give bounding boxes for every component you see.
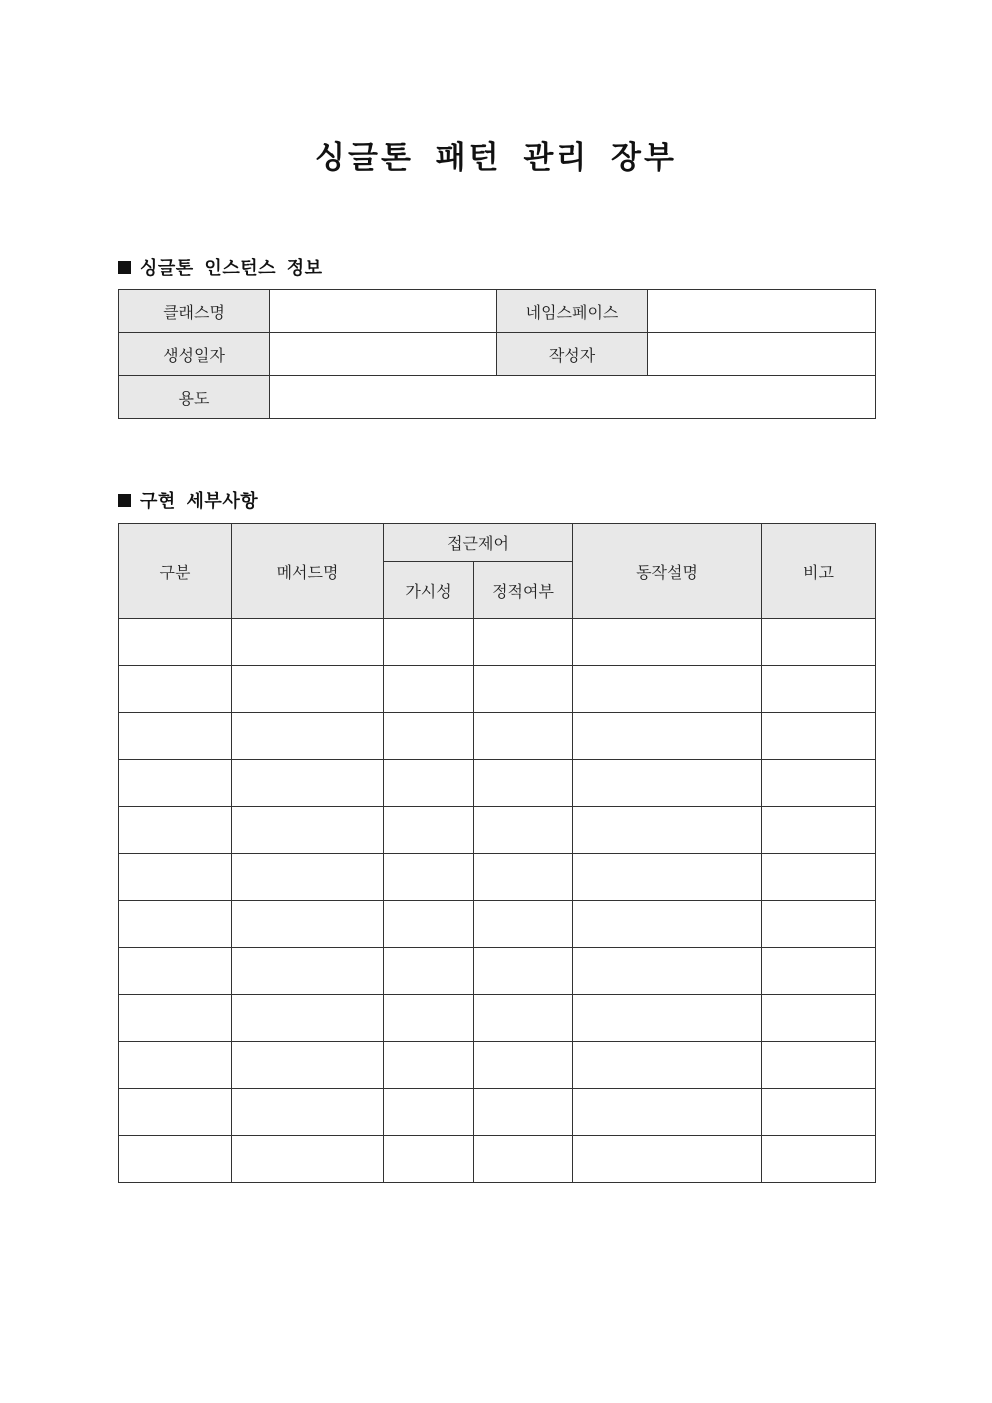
description-cell[interactable] [573, 1089, 762, 1136]
square-bullet-icon [118, 494, 131, 507]
info-section-heading [118, 254, 323, 280]
description-cell[interactable] [573, 854, 762, 901]
category-cell[interactable] [119, 995, 232, 1042]
square-bullet-icon [118, 261, 131, 274]
table-row [119, 619, 876, 666]
description-cell[interactable] [573, 995, 762, 1042]
method-name-cell[interactable] [232, 948, 384, 995]
category-cell[interactable] [119, 1136, 232, 1183]
table-row [119, 854, 876, 901]
visibility-cell[interactable] [384, 807, 474, 854]
class-name-field[interactable] [270, 290, 497, 333]
category-cell[interactable] [119, 807, 232, 854]
static-cell[interactable] [474, 1089, 573, 1136]
static-cell[interactable] [474, 1136, 573, 1183]
author-field[interactable] [648, 333, 876, 376]
table-row [119, 948, 876, 995]
description-cell[interactable] [573, 807, 762, 854]
visibility-cell[interactable] [384, 1042, 474, 1089]
remarks-cell[interactable] [762, 713, 876, 760]
description-cell[interactable] [573, 713, 762, 760]
created-date-field[interactable] [270, 333, 497, 376]
table-row [119, 760, 876, 807]
description-cell[interactable] [573, 666, 762, 713]
description-cell[interactable] [573, 948, 762, 995]
static-cell[interactable] [474, 854, 573, 901]
table-row [119, 901, 876, 948]
table-row [119, 995, 876, 1042]
namespace-field[interactable] [648, 290, 876, 333]
visibility-cell[interactable] [384, 619, 474, 666]
remarks-cell[interactable] [762, 1042, 876, 1089]
remarks-cell[interactable] [762, 1136, 876, 1183]
method-name-cell[interactable] [232, 854, 384, 901]
category-cell[interactable] [119, 854, 232, 901]
remarks-cell[interactable] [762, 901, 876, 948]
description-cell[interactable] [573, 619, 762, 666]
static-cell[interactable] [474, 666, 573, 713]
remarks-cell[interactable] [762, 807, 876, 854]
description-cell[interactable] [573, 760, 762, 807]
static-cell[interactable] [474, 901, 573, 948]
method-name-cell[interactable] [232, 619, 384, 666]
table-row [119, 666, 876, 713]
info-section-heading-text: 싱글톤 인스턴스 정보 [140, 258, 323, 279]
visibility-cell[interactable] [384, 995, 474, 1042]
remarks-cell[interactable] [762, 619, 876, 666]
category-cell[interactable] [119, 619, 232, 666]
table-row [119, 713, 876, 760]
static-cell[interactable] [474, 619, 573, 666]
method-name-cell[interactable] [232, 807, 384, 854]
created-date-label: 생성일자 [119, 333, 270, 376]
static-cell[interactable] [474, 995, 573, 1042]
remarks-cell[interactable] [762, 666, 876, 713]
detail-section-heading [118, 487, 258, 513]
visibility-cell[interactable] [384, 1089, 474, 1136]
implementation-detail-table [118, 523, 876, 1183]
description-cell[interactable] [573, 1136, 762, 1183]
remarks-cell[interactable] [762, 1089, 876, 1136]
remarks-cell[interactable] [762, 854, 876, 901]
static-cell[interactable] [474, 948, 573, 995]
visibility-cell[interactable] [384, 666, 474, 713]
static-cell[interactable] [474, 713, 573, 760]
detail-table-body [119, 619, 876, 1183]
table-row [119, 807, 876, 854]
column-header-description: 동작설명 [573, 524, 762, 619]
author-label: 작성자 [497, 333, 648, 376]
visibility-cell[interactable] [384, 760, 474, 807]
class-name-label: 클래스명 [119, 290, 270, 333]
visibility-cell[interactable] [384, 948, 474, 995]
column-header-visibility: 가시성 [384, 562, 474, 619]
purpose-field[interactable] [270, 376, 876, 419]
column-header-static: 정적여부 [474, 562, 573, 619]
method-name-cell[interactable] [232, 713, 384, 760]
column-header-access-control: 접근제어 [384, 524, 573, 562]
table-row [119, 1089, 876, 1136]
method-name-cell[interactable] [232, 666, 384, 713]
category-cell[interactable] [119, 1042, 232, 1089]
description-cell[interactable] [573, 901, 762, 948]
method-name-cell[interactable] [232, 901, 384, 948]
category-cell[interactable] [119, 948, 232, 995]
column-header-remarks: 비고 [762, 524, 876, 619]
remarks-cell[interactable] [762, 760, 876, 807]
method-name-cell[interactable] [232, 1042, 384, 1089]
visibility-cell[interactable] [384, 713, 474, 760]
remarks-cell[interactable] [762, 948, 876, 995]
page-title: 싱글톤 패턴 관리 장부 [315, 140, 677, 176]
description-cell[interactable] [573, 1042, 762, 1089]
namespace-label: 네임스페이스 [497, 290, 648, 333]
category-cell[interactable] [119, 666, 232, 713]
category-cell[interactable] [119, 901, 232, 948]
column-header-category: 구분 [119, 524, 232, 619]
static-cell[interactable] [474, 807, 573, 854]
detail-section-heading-text: 구현 세부사항 [140, 491, 259, 512]
visibility-cell[interactable] [384, 854, 474, 901]
purpose-label: 용도 [119, 376, 270, 419]
table-row [119, 1136, 876, 1183]
instance-info-table [118, 289, 876, 419]
static-cell[interactable] [474, 760, 573, 807]
method-name-cell[interactable] [232, 1089, 384, 1136]
remarks-cell[interactable] [762, 995, 876, 1042]
category-cell[interactable] [119, 760, 232, 807]
table-row [119, 1042, 876, 1089]
column-header-method-name: 메서드명 [232, 524, 384, 619]
method-name-cell[interactable] [232, 995, 384, 1042]
method-name-cell[interactable] [232, 760, 384, 807]
category-cell[interactable] [119, 713, 232, 760]
method-name-cell[interactable] [232, 1136, 384, 1183]
visibility-cell[interactable] [384, 1136, 474, 1183]
category-cell[interactable] [119, 1089, 232, 1136]
static-cell[interactable] [474, 1042, 573, 1089]
visibility-cell[interactable] [384, 901, 474, 948]
